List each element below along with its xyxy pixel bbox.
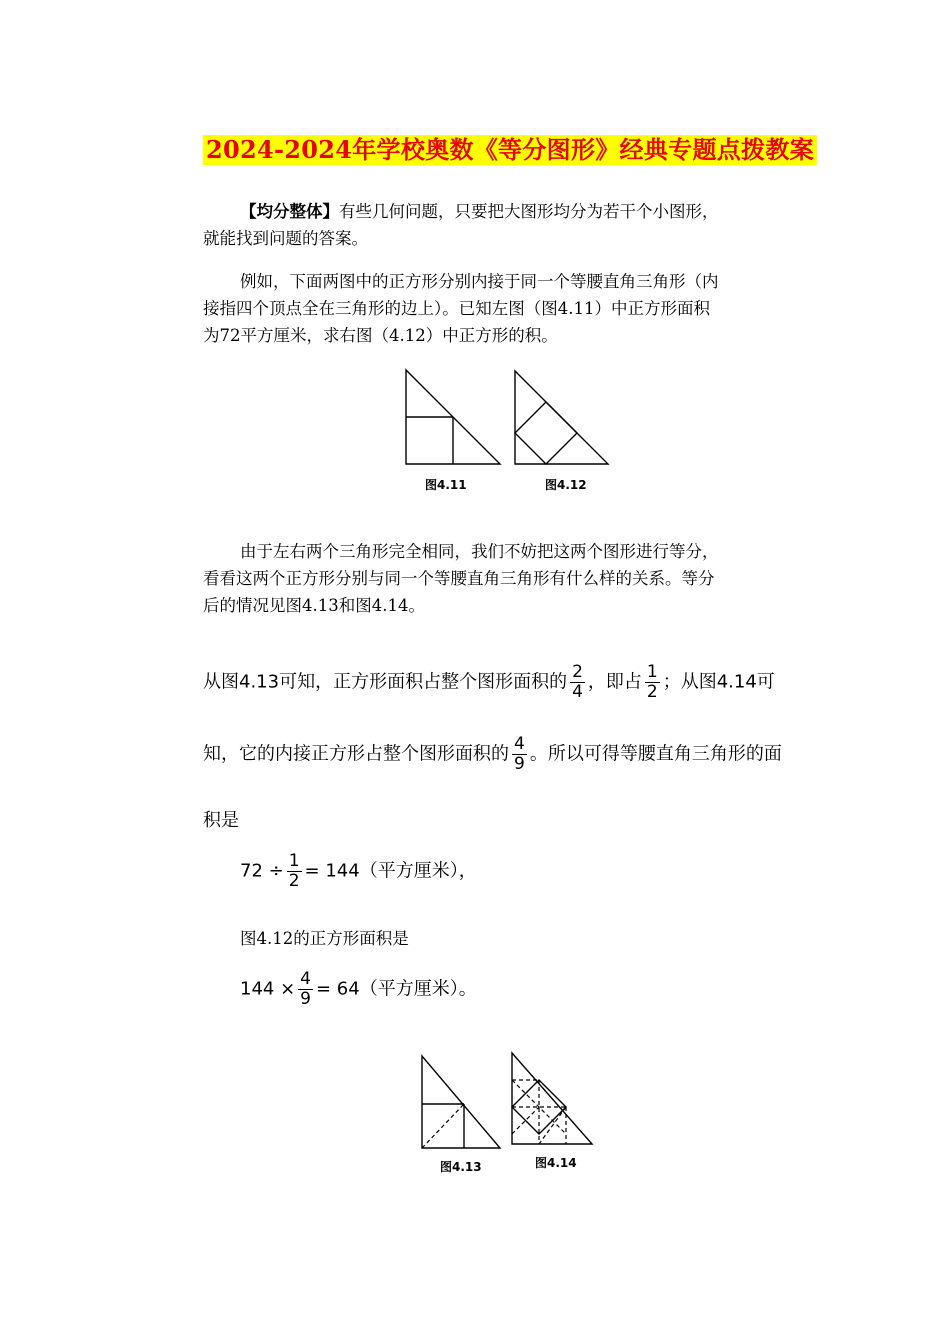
fraction-numerator: 1 <box>646 662 658 682</box>
reasoning-text-2b: 。所以可得等腰直角三角形的面 <box>529 743 782 765</box>
intro-line-1 <box>240 198 719 225</box>
fraction-numerator: 2 <box>572 662 583 682</box>
figure-4-11 <box>406 370 500 464</box>
figure-4-13 <box>422 1056 500 1148</box>
intro-line-2: 就能找到问题的答案。 <box>203 229 368 248</box>
reasoning-text-1b: ，即占 <box>587 671 642 693</box>
explain-line-1: 由于左右两个三角形完全相同，我们不妨把这两个图形进行等分， <box>240 542 719 561</box>
calc1-left: 72 ÷ <box>240 860 284 882</box>
caption-4-12: 图4.12 <box>545 478 587 492</box>
reasoning-line-2 <box>203 735 782 774</box>
fraction-numerator: 4 <box>300 969 311 989</box>
calc-line-1 <box>240 852 477 891</box>
caption-4-14: 图4.14 <box>535 1156 577 1170</box>
reasoning-text-1a: 从图4.13可知，正方形面积占整个图形面积的 <box>203 671 568 693</box>
calc-line-2 <box>240 970 477 1009</box>
figure-4-12 <box>515 371 608 464</box>
example-line-3: 为72平方厘米，求右图（4.12）中正方形的积。 <box>203 326 558 345</box>
example-line-1: 例如，下面两图中的正方形分别内接于同一个等腰直角三角形（内 <box>240 272 719 291</box>
fraction-1-2 <box>645 663 660 702</box>
figures-bottom-diagram <box>412 1046 602 1156</box>
fraction-numerator: 4 <box>514 734 525 754</box>
intro-heading: 【均分整体】 <box>240 202 339 221</box>
explain-line-2: 看看这两个正方形分别与同一个等腰直角三角形有什么样的关系。等分 <box>203 569 715 588</box>
fraction-denominator: 4 <box>572 682 583 702</box>
intro-text: 有些几何问题，只要把大图形均分为若干个小图形， <box>339 202 719 221</box>
reasoning-text-1c: ；从图4.14可 <box>662 671 775 693</box>
figure-4-14 <box>512 1053 592 1144</box>
fraction-2-4 <box>570 663 585 702</box>
fraction-denominator: 9 <box>514 754 525 774</box>
caption-4-13: 图4.13 <box>440 1160 482 1174</box>
page-title: 2024-2024年学校奥数《等分图形》经典专题点拨教案 <box>203 135 817 165</box>
caption-4-11: 图4.11 <box>425 478 467 492</box>
fraction-denominator: 2 <box>646 682 658 702</box>
calc2-fraction <box>298 970 313 1009</box>
calc1-right: = 144（平方厘米）， <box>304 860 477 882</box>
fraction-denominator: 9 <box>300 989 311 1009</box>
figures-top-diagram <box>395 362 620 472</box>
reasoning-line-1 <box>203 663 775 702</box>
mid-line: 图4.12的正方形面积是 <box>240 929 409 948</box>
reasoning-text-2a: 知，它的内接正方形占整个图形面积的 <box>203 743 509 765</box>
calc2-left: 144 × <box>240 978 296 1000</box>
calc2-right: = 64（平方厘米）。 <box>316 978 477 1000</box>
reasoning-line-3: 积是 <box>203 810 239 831</box>
explain-line-3: 后的情况见图4.13和图4.14。 <box>203 596 425 615</box>
example-line-2: 接指四个顶点全在三角形的边上）。已知左图（图4.11）中正方形面积 <box>203 299 710 318</box>
calc1-fraction <box>287 852 302 891</box>
fraction-denominator: 2 <box>288 871 300 891</box>
fraction-4-9 <box>512 735 527 774</box>
fraction-numerator: 1 <box>288 851 300 871</box>
